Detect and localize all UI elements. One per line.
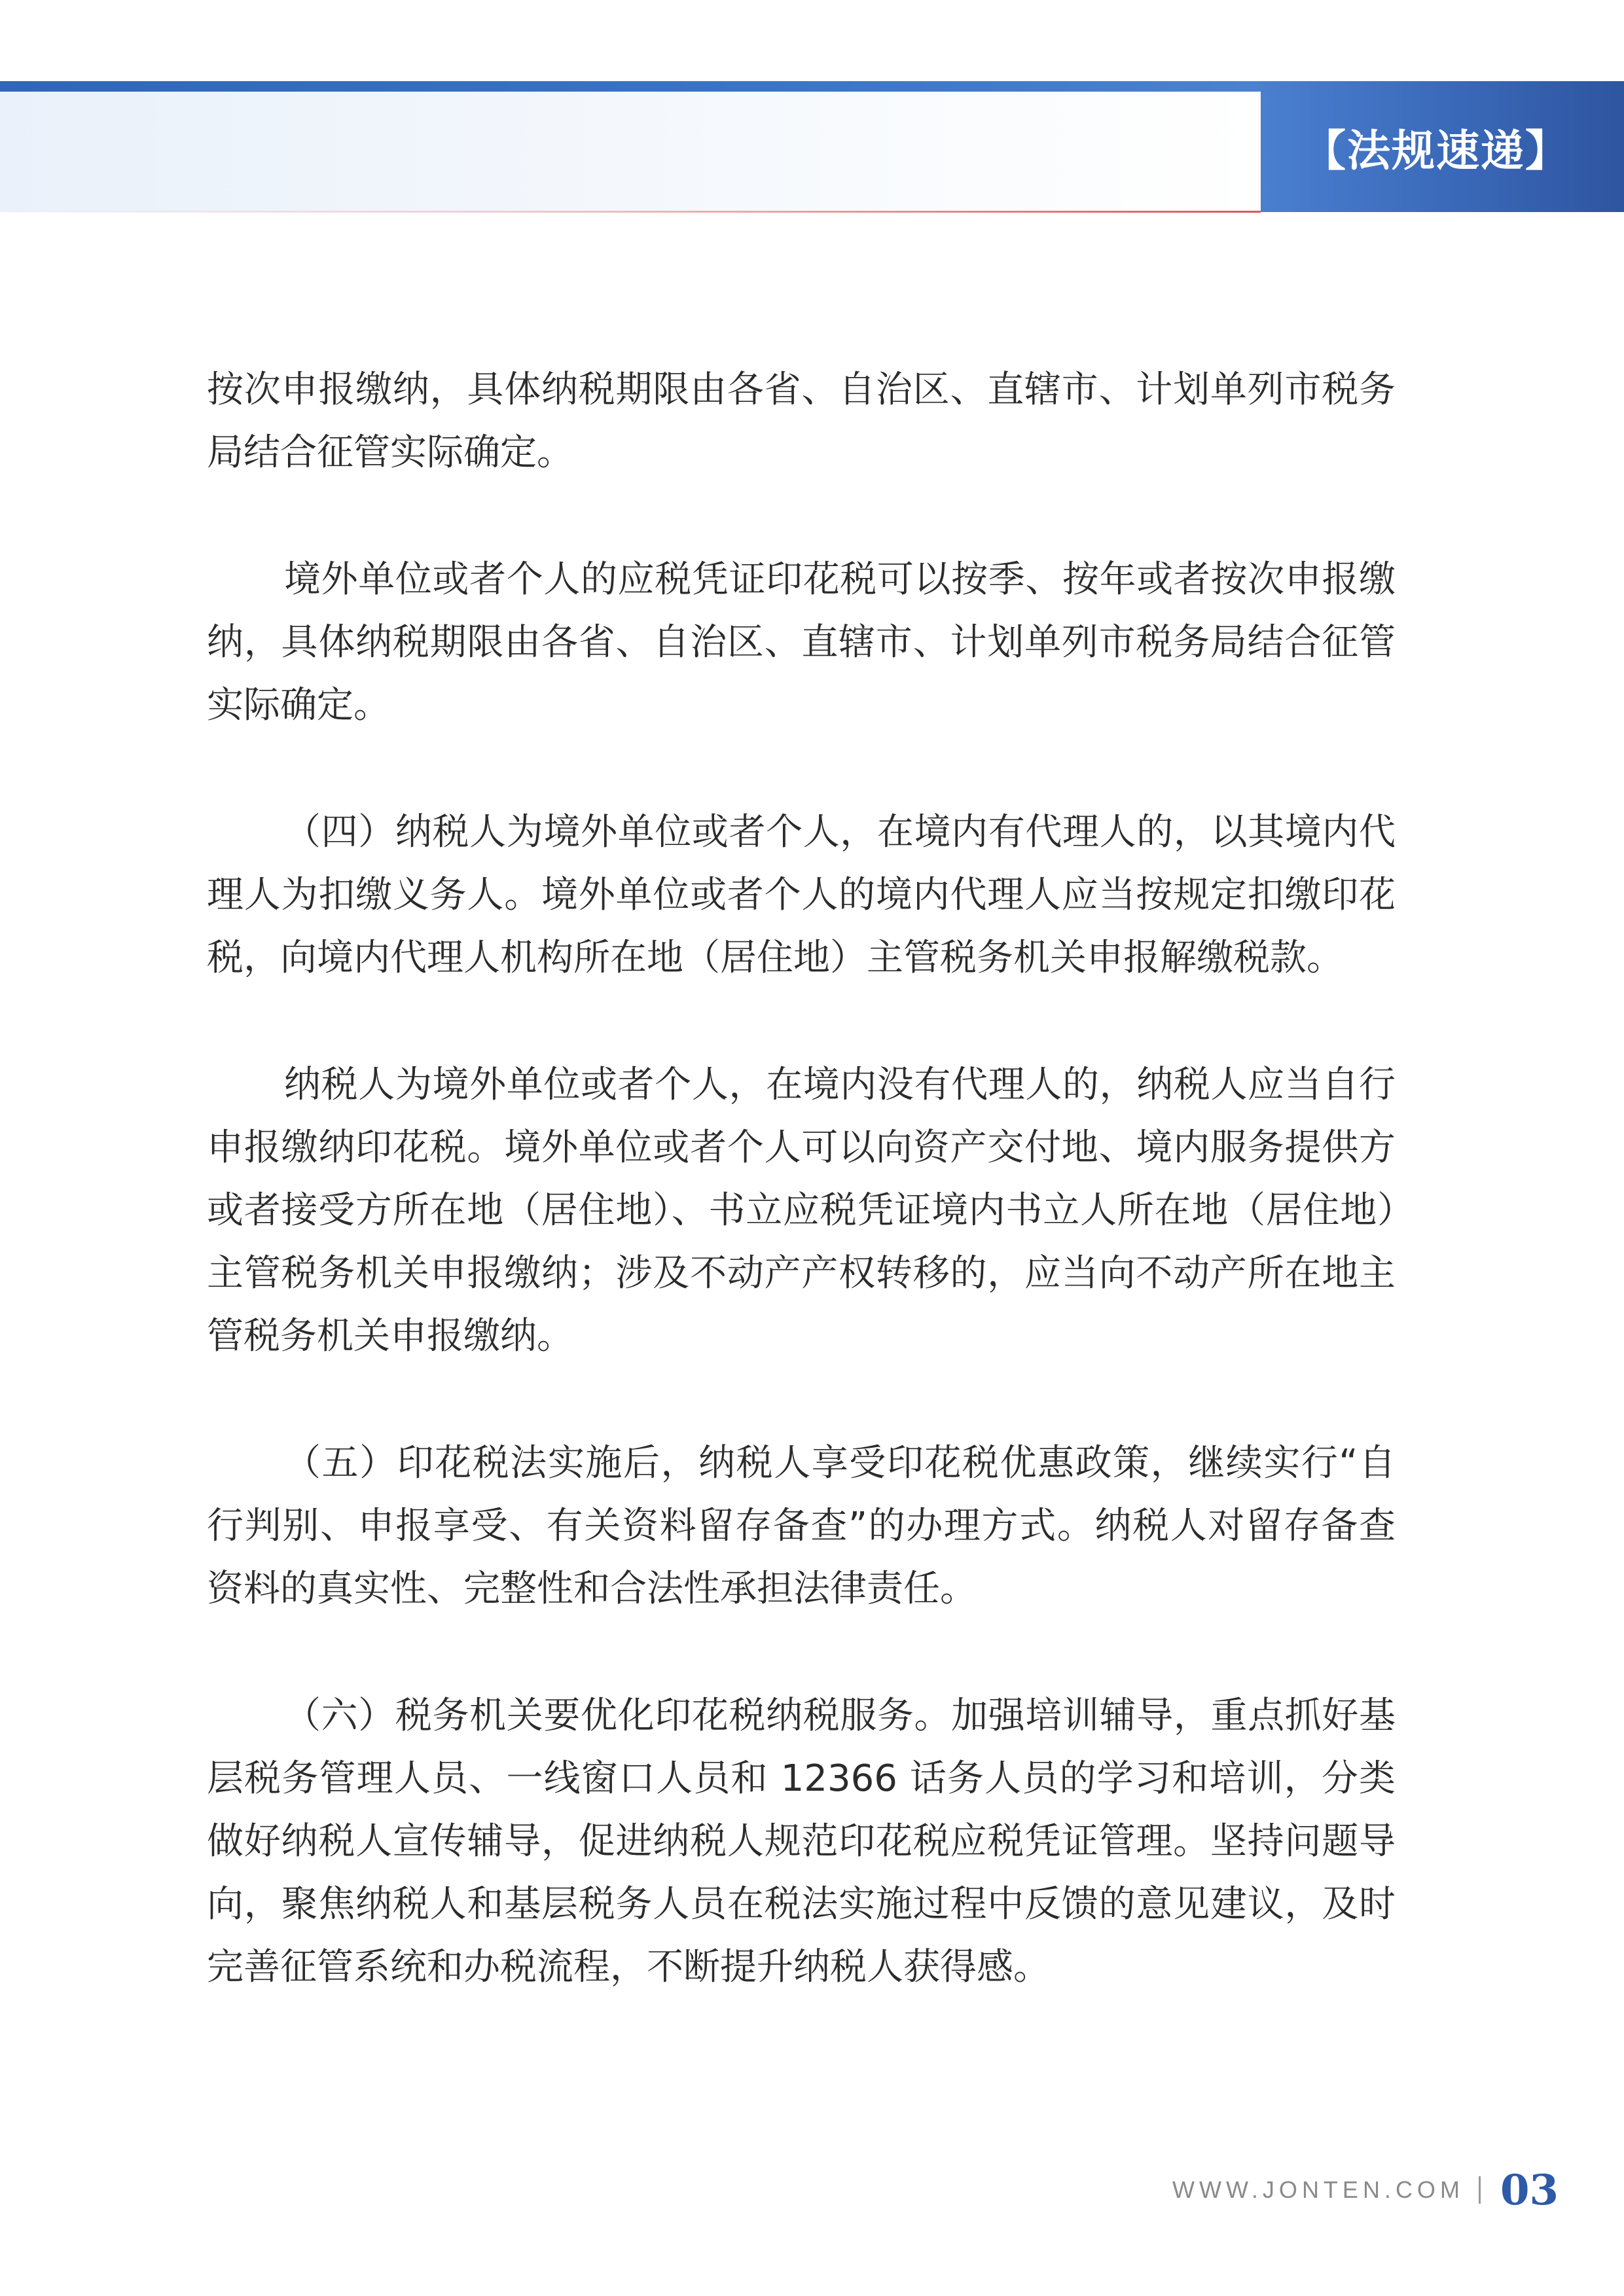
page-header [0,0,1624,216]
footer-divider [1479,2176,1481,2204]
website-link[interactable]: WWW.JONTEN.COM [1172,2176,1464,2203]
paragraph-overseas-filing-period: 境外单位或者个人的应税凭证印花税可以按季、按年或者按次申报缴纳，具体纳税期限由各省、自治区、直辖市、计划单列市税务局结合征管实际确定。 [207,558,1396,726]
paragraph-item-6-tax-service: （六）税务机关要优化印花税纳税服务。加强培训辅导，重点抓好基层税务管理人员、一线窗口人员和 12366 话务人员的学习和培训，分类做好纳税人宣传辅导，促进纳税人规范印花税应税凭证管理。坚持问题导向，聚焦纳税人和基层税务人员在税法实施过程中反馈的意见建议，及时完善征管系统和办税流程，不断提升纳税人获得感。 [207,1695,1396,1988]
paragraph-no-agent: 纳税人为境外单位或者个人，在境内没有代理人的，纳税人应当自行申报缴纳印花税。境外单位或者个人可以向资产交付地、境内服务提供方或者接受方所在地（居住地）、书立应税凭证境内书立人所在地（居住地）主管税务机关申报缴纳；涉及不动产产权转移的，应当向不动产所在地主管税务机关申报缴纳。 [207,1064,1396,1357]
header-band [0,92,1261,212]
page-footer [1172,2157,1559,2223]
paragraph-continuation: 按次申报缴纳，具体纳税期限由各省、自治区、直辖市、计划单列市税务局结合征管实际确定。 [207,368,1396,474]
section-tab [1261,81,1624,212]
section-label: 【法规速递】 [1303,124,1570,176]
page-number: 03 [1500,2165,1559,2215]
header-bottom-rule [0,211,1261,213]
header-top-rule [0,81,1261,92]
article-body [207,359,1396,2063]
paragraph-item-5-preferential-policy: （五）印花税法实施后，纳税人享受印花税优惠政策，继续实行“自行判别、申报享受、有关资料留存备查”的办理方式。纳税人对留存备查资料的真实性、完整性和合法性承担法律责任。 [207,1442,1396,1610]
paragraph-item-4-agent: （四）纳税人为境外单位或者个人，在境内有代理人的，以其境内代理人为扣缴义务人。境外单位或者个人的境内代理人应当按规定扣缴印花税，向境内代理人机构所在地（居住地）主管税务机关申报解缴税款。 [207,811,1396,979]
